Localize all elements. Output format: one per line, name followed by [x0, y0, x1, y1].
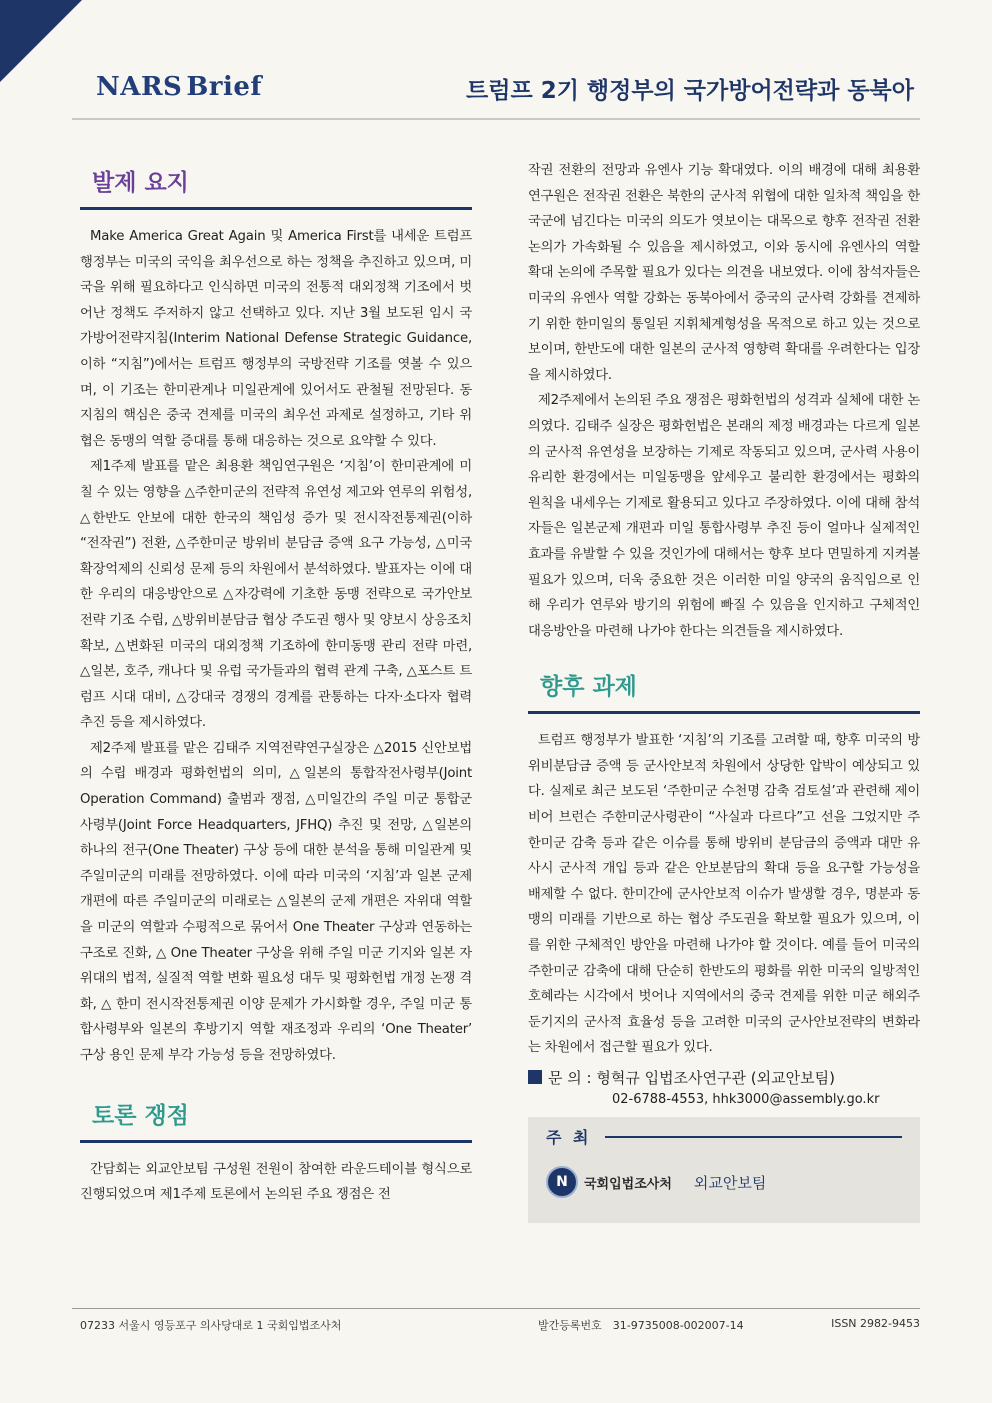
- future-paragraph-1: 트럼프 행정부가 발표한 ‘지침’의 기조를 고려할 때, 향후 미국의 방위비분담금 증액 등 군사안보적 차원에서 상당한 압박이 예상되고 있다. 실제로 최근 보도된 ‘주한미군 수천명 감축 검토설’과 관련해 제이비어 브런슨 주한미군사령관이 “사실과 다르다”고 선을 그었지만 주한미군 감축 등과 같은 이슈를 통해 방위비 분담금의 증액과 대만 유사시 군사적 개입 등과 같은 안보분담의 확대 등을 요구할 가능성을 배제할 수 없다. 한미간에 군사안보적 이슈가 발생할 경우, 명분과 동맹의 미래를 기반으로 하는 협상 주도권을 확보할 필요가 있으며, 이를 위한 구체적인 방안을 마련해 나가야 할 것이다. 예를 들어 미국의 주한미군 감축에 대해 단순히 한반도의 평화를 위한 미국의 일방적인 호혜라는 시각에서 벗어나 지역에서의 중국 견제를 위한 미군 해외주둔기지의 군사적 효율성 등을 고려한 미국의 군사안보전략의 변화라는 차원에서 접근할 필요가 있다.: [528, 733, 920, 1056]
- summary-heading: 발제 요지: [80, 158, 472, 210]
- contact-info: [528, 1067, 920, 1107]
- host-org-team: 외교안보팀: [693, 1173, 767, 1192]
- corner-decoration: [0, 0, 82, 82]
- logo-nars: NARS: [96, 72, 183, 102]
- host-org-nars: 국회입법조사처: [584, 1176, 672, 1192]
- footer-divider: [72, 1308, 920, 1309]
- host-divider: [605, 1136, 902, 1138]
- left-column: [80, 158, 472, 1208]
- discussion-paragraph-2: 작권 전환의 전망과 유엔사 기능 확대였다. 이의 배경에 대해 최용환 연구원은 전작권 전환은 북한의 군사적 위협에 대한 일차적 책임을 한국군에 넘긴다는 미국의 의도가 엿보이는 대목으로 향후 전작권 전환 논의가 가속화될 수 있음을 제시하였고, 이와 동시에 유엔사의 역할 확대 논의에 주목할 필요가 있다는 의견을 내보였다. 이에 참석자들은 미국의 유엔사 역할 강화는 동북아에서 중국의 군사력 강화를 견제하기 위한 한미일의 통일된 지휘체계형성을 목적으로 하고 있는 것으로 보이며, 한반도에 대한 일본의 군사적 영향력 확대를 우려한다는 입장을 제시하였다.: [528, 163, 920, 383]
- future-heading: 향후 과제: [528, 662, 920, 714]
- footer-issn: ISSN 2982-9453: [831, 1317, 920, 1330]
- host-box: [528, 1117, 920, 1223]
- footer-address: 07233 서울시 영등포구 의사당대로 1 국회입법조사처: [80, 1319, 342, 1332]
- contact-line-1: 문 의 : 형혁규 입법조사연구관 (외교안보팀): [548, 1069, 835, 1087]
- discussion-paragraph-1: 간담회는 외교안보팀 구성원 전원이 참여한 라운드테이블 형식으로 진행되었으며 제1주제 토론에서 논의된 주요 쟁점은 전: [80, 1161, 472, 1203]
- summary-paragraph-3: 제2주제 발표를 맡은 김태주 지역전략연구실장은 △2015 신안보법의 수립 배경과 평화헌법의 의미, △일본의 통합작전사령부(Joint Operation Command) 출범과 쟁점, △미일간의 주일 미군 통합군사령부(Joint Force Headquarters, JFHQ) 추진 및 전망, △일본의 하나의 전구(One Theater) 구상 등에 대한 분석을 통해 미일관계 및 주일미군의 미래를 전망하였다. 이에 따라 미국의 ‘지침’과 일본 군제 개편에 따른 주일미군의 미래로는 △일본의 군제 개편은 자위대 역할을 미군의 역할과 수평적으로 묶어서 One Theater 구상과 연동하는 구조로 진화, △ One Theater 구상을 위해 주일 미군 기지와 일본 자위대의 법적, 실질적 역할 변화 필요성 대두 및 평화헌법 개정 논쟁 격화, △ 한미 전시작전통제권 이양 문제가 가시화할 경우, 주일 미군 통합사령부와 일본의 후방기지 역할 재조정과 우리의 ‘One Theater’ 구상 용인 문제 부각 가능성 등을 전망하였다.: [80, 740, 472, 1063]
- summary-paragraph-2: 제1주제 발표를 맡은 최용환 책임연구원은 ‘지침’이 한미관계에 미칠 수 있는 영향을 △주한미군의 전략적 유연성 제고와 연루의 위험성, △한반도 안보에 대한 한국의 책임성 증가 및 전시작전통제권(이하 “전작권”) 전환, △주한미군 방위비 분담금 증액 요구 가능성, △미국 확장억제의 신뢰성 문제 등의 차원에서 분석하였다. 발표자는 이에 대한 우리의 대응방안으로 △자강력에 기초한 동맹 전략으로 국가안보전략 기조 수립, △방위비분담금 협상 주도권 행사 및 양보시 상응조치 확보, △변화된 미국의 대외정책 기조하에 한미동맹 관리 전략 마련, △일본, 호주, 캐나다 및 유럽 국가들과의 협력 관계 구축, △포스트 트럼프 시대 대비, △강대국 경쟁의 경계를 관통하는 다자·소다자 협력 추진 등을 제시하였다.: [80, 459, 472, 731]
- contact-line-2: 02-6788-4553, hhk3000@assembly.go.kr: [612, 1092, 880, 1107]
- summary-paragraph-1: Make America Great Again 및 America First를 내세운 트럼프 행정부는 미국의 국익을 최우선으로 하는 정책을 추진하고 있으며, 미국을 위해 필요하다고 인식하면 미국의 전통적 대외정책 기조에서 벗어난 정책도 주저하지 않고 선택하고 있다. 지난 3월 보도된 임시 국가방어전략지침(Interim National Defense Strategic Guidance, 이하 “지침”)에서는 트럼프 행정부의 국방전략 기조를 엿볼 수 있으며, 이 기조는 한미관계나 미일관계에 있어서도 관철될 전망된다. 동 지침의 핵심은 중국 견제를 미국의 최우선 과제로 설정하고, 기타 위협은 동맹의 역할 증대를 통해 대응하는 것으로 요약할 수 있다.: [80, 229, 472, 449]
- square-bullet-icon: [528, 1070, 542, 1084]
- nars-brief-logo: [96, 72, 262, 102]
- discussion-paragraph-3: 제2주제에서 논의된 주요 쟁점은 평화헌법의 성격과 실체에 대한 논의였다. 김태주 실장은 평화헌법은 본래의 제정 배경과는 다르게 일본의 군사적 유연성을 보장하는 기제로 작동되고 있으며, 군사력 사용이 유리한 환경에서는 미일동맹을 앞세우고 불리한 환경에서는 평화의 원칙을 내세우는 기제로 활용되고 있다고 주장하였다. 이에 대해 참석자들은 일본군제 개편과 미일 통합사령부 추진 등이 얼마나 실제적인 효과를 유발할 수 있을 것인가에 대해서는 향후 보다 면밀하게 지켜볼 필요가 있으며, 더욱 중요한 것은 이러한 미일 양국의 움직임으로 인해 우리가 연루와 방기의 위험에 빠질 수 있음을 인지하고 구체적인 대응방안을 마련해 나가야 한다는 의견들을 제시하였다.: [528, 393, 920, 639]
- logo-brief: Brief: [186, 72, 263, 102]
- footer-registration: 발간등록번호 31-9735008-002007-14: [538, 1319, 744, 1332]
- header-divider: [72, 118, 920, 120]
- right-column: [528, 158, 920, 1223]
- host-label: 주 최: [546, 1128, 592, 1147]
- discussion-heading: 토론 쟁점: [80, 1091, 472, 1143]
- nars-emblem-icon: N: [546, 1166, 578, 1198]
- page-title: 트럼프 2기 행정부의 국가방어전략과 동북아: [466, 78, 914, 104]
